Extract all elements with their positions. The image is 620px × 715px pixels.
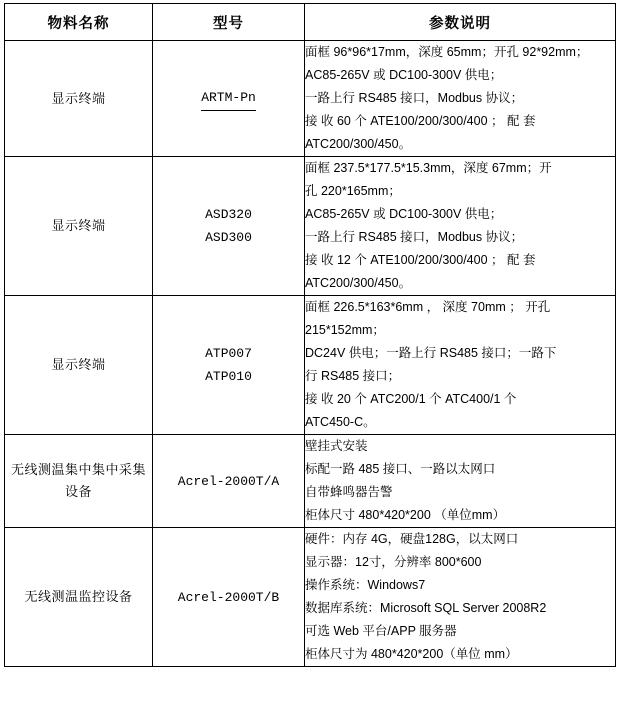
cell-material-name: 显示终端 (5, 41, 153, 157)
desc-line: 自带蜂鸣器告警 (305, 485, 393, 499)
cell-material-name: 显示终端 (5, 296, 153, 435)
cell-model (153, 157, 305, 296)
desc-line: 标配一路 485 接口、一路以太网口 (305, 462, 496, 476)
column-header-parameter-description: 参数说明 (305, 4, 616, 41)
cell-material-name: 显示终端 (5, 157, 153, 296)
desc-line: 面框 96*96*17mm，深度 65mm；开孔 92*92mm； (305, 45, 589, 59)
desc-line: 接 收 60 个 ATE100/200/300/400 ； 配 套 (305, 114, 536, 128)
desc-line: 数据库系统：Microsoft SQL Server 2008R2 (305, 601, 547, 615)
desc-line: 柜体尺寸 480*420*200 （单位mm） (305, 508, 506, 522)
desc-line: 一路上行 RS485 接口，Modbus 协议； (305, 230, 524, 244)
cell-parameter-description (305, 435, 616, 528)
desc-line: 孔 220*165mm； (305, 184, 401, 198)
desc-line: 壁挂式安装 (305, 439, 368, 453)
desc-line: 柜体尺寸为 480*420*200（单位 mm） (305, 647, 518, 661)
desc-line: ATC200/300/450。 (305, 137, 412, 151)
model-line (153, 86, 304, 111)
table-body (5, 41, 616, 667)
desc-line: 面框 237.5*177.5*15.3mm，深度 67mm；开 (305, 161, 552, 175)
table-header-row (5, 4, 616, 41)
model-line: ASD320 (205, 207, 252, 222)
table-row (5, 435, 616, 528)
desc-line: 硬件：内存 4G，硬盘128G，以太网口 (305, 532, 519, 546)
table-row (5, 528, 616, 667)
desc-line: 显示器：12寸，分辨率 800*600 (305, 555, 482, 569)
desc-line: 215*152mm； (305, 323, 385, 337)
cell-parameter-description (305, 528, 616, 667)
desc-line: 行 RS485 接口； (305, 369, 401, 383)
desc-line: AC85-265V 或 DC100-300V 供电； (305, 207, 503, 221)
desc-line: ATC200/300/450。 (305, 276, 412, 290)
cell-model (153, 528, 305, 667)
cell-parameter-description (305, 157, 616, 296)
cell-parameter-description (305, 41, 616, 157)
column-header-model: 型号 (153, 4, 305, 41)
cell-model (153, 435, 305, 528)
table-row (5, 41, 616, 157)
desc-line: AC85-265V 或 DC100-300V 供电； (305, 68, 503, 82)
desc-line: 一路上行 RS485 接口，Modbus 协议； (305, 91, 524, 105)
table-row (5, 157, 616, 296)
desc-line: DC24V 供电；一路上行 RS485 接口；一路下 (305, 346, 557, 360)
desc-line: ATC450-C。 (305, 415, 376, 429)
model-line: Acrel-2000T/A (177, 473, 280, 489)
desc-line: 接 收 20 个 ATC200/1 个 ATC400/1 个 (305, 392, 517, 406)
model-line: ATP007 (205, 346, 252, 361)
cell-model (153, 41, 305, 157)
specification-table (4, 3, 616, 667)
desc-line: 可选 Web 平台/APP 服务器 (305, 624, 457, 638)
model-line: Acrel-2000T/B (177, 589, 280, 605)
column-header-material-name: 物料名称 (5, 4, 153, 41)
table-row (5, 296, 616, 435)
desc-line: 接 收 12 个 ATE100/200/300/400 ； 配 套 (305, 253, 536, 267)
desc-line: 面框 226.5*163*6mm ， 深度 70mm ； 开孔 (305, 300, 551, 314)
model-text: ARTM-Pn (201, 86, 256, 111)
cell-material-name: 无线测温集中集中采集设备 (5, 435, 153, 528)
model-line: ASD300 (205, 230, 252, 245)
cell-parameter-description (305, 296, 616, 435)
desc-line: 操作系统：Windows7 (305, 578, 426, 592)
cell-material-name: 无线测温监控设备 (5, 528, 153, 667)
table-header (5, 4, 616, 41)
cell-model (153, 296, 305, 435)
model-line: ATP010 (205, 369, 252, 384)
